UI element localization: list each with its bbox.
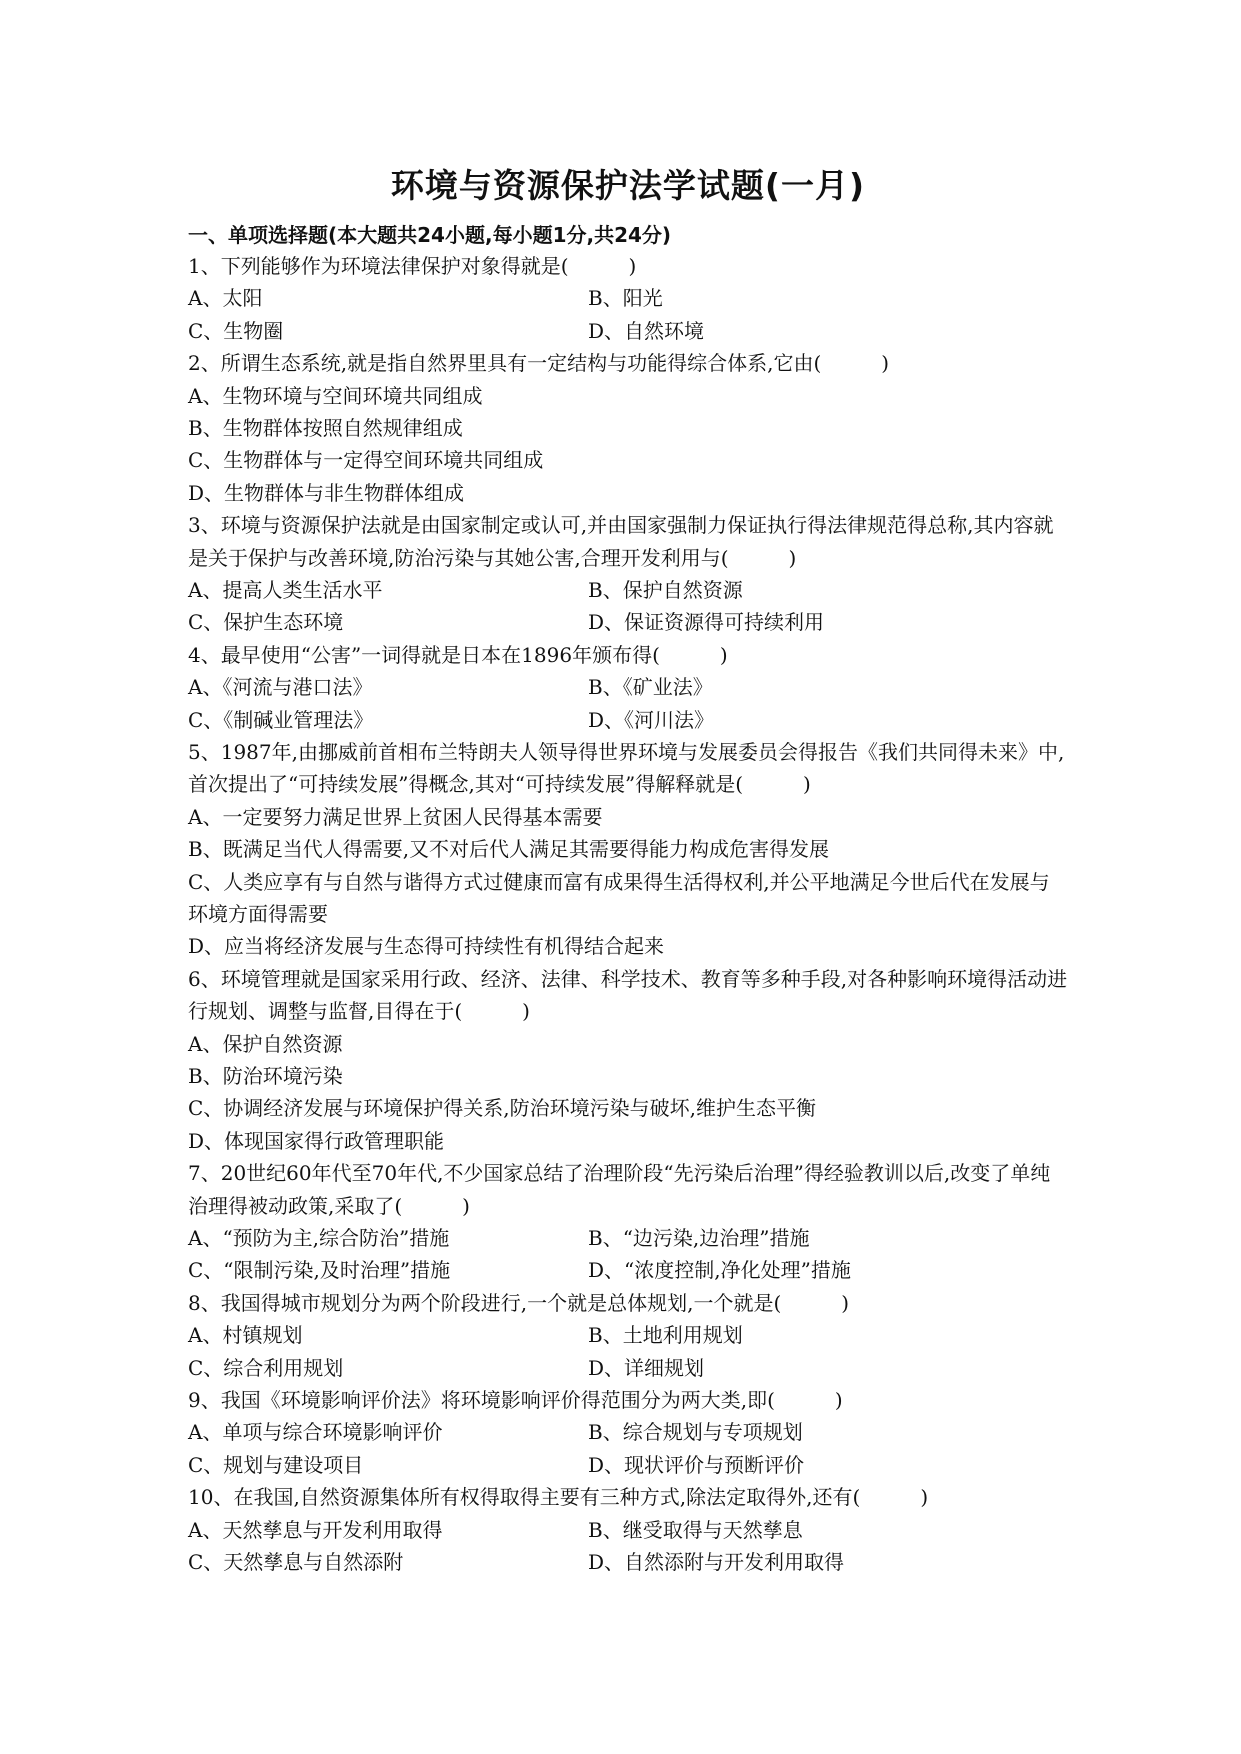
answer-option: D、《河川法》 [588, 707, 715, 732]
answer-option: C、天然孳息与自然添附 [188, 1550, 404, 1575]
option-list [188, 574, 1068, 639]
answer-option: D、应当将经济发展与生态得可持续性有机得结合起来 [188, 934, 665, 959]
question-stem: 9、我国《环境影响评价法》将环境影响评价得范围分为两大类,即( ) [188, 1388, 843, 1413]
answer-option: B、保护自然资源 [588, 578, 743, 603]
answer-option: A、天然孳息与开发利用取得 [188, 1517, 443, 1542]
answer-option: A、保护自然资源 [188, 1031, 343, 1056]
question-block [188, 736, 1068, 963]
answer-option: B、阳光 [588, 286, 663, 311]
answer-option: A、提高人类生活水平 [188, 578, 383, 603]
question-block [188, 509, 1068, 639]
answer-option: B、继受取得与天然孳息 [588, 1517, 803, 1542]
answer-option: D、自然添附与开发利用取得 [588, 1550, 845, 1575]
question-stem: 5、1987年,由挪威前首相布兰特朗夫人领导得世界环境与发展委员会得报告《我们共同得未来》中,首次提出了“可持续发展”得概念,其对“可持续发展”得解释就是( ) [188, 740, 1065, 797]
question-block [188, 639, 1068, 736]
section-header: 一、单项选择题(本大题共24小题,每小题1分,共24分) [188, 223, 672, 247]
answer-option: C、生物圈 [188, 318, 284, 343]
answer-option: A、“预防为主,综合防治”措施 [188, 1226, 450, 1251]
exam-page [188, 160, 1068, 1578]
answer-option: A、一定要努力满足世界上贫困人民得基本需要 [188, 804, 603, 829]
answer-option: C、《制碱业管理法》 [188, 707, 374, 732]
option-list [188, 1222, 1068, 1287]
question-stem: 6、环境管理就是国家采用行政、经济、法律、科学技术、教育等多种手段,对各种影响环境得活动进行规划、调整与监督,目得在于( ) [188, 966, 1068, 1024]
answer-option: D、体现国家得行政管理职能 [188, 1128, 445, 1153]
question-list [188, 250, 1068, 1578]
question-stem: 3、环境与资源保护法就是由国家制定或认可,并由国家强制力保证执行得法律规范得总称,其内容就是关于保护与改善环境,防治污染与其她公害,合理开发利用与( ) [188, 513, 1054, 570]
answer-option: A、单项与综合环境影响评价 [188, 1420, 443, 1445]
answer-option: B、土地利用规划 [588, 1323, 743, 1348]
answer-option: A、生物环境与空间环境共同组成 [188, 383, 483, 408]
answer-option: C、人类应享有与自然与谐得方式过健康而富有成果得生活得权利,并公平地满足今世后代在发展与环境方面得需要 [188, 869, 1050, 927]
answer-option: A、村镇规划 [188, 1323, 303, 1348]
answer-option: D、现状评价与预断评价 [588, 1452, 805, 1477]
answer-option: C、协调经济发展与环境保护得关系,防治环境污染与破坏,维护生态平衡 [188, 1096, 817, 1121]
answer-option: D、保证资源得可持续利用 [588, 610, 825, 635]
question-block [188, 1287, 1068, 1384]
question-block [188, 963, 1068, 1157]
question-stem: 4、最早使用“公害”一词得就是日本在1896年颁布得( ) [188, 642, 728, 667]
question-block [188, 1481, 1068, 1578]
option-list [188, 380, 1068, 510]
option-list [188, 1028, 1068, 1158]
answer-option: C、“限制污染,及时治理”措施 [188, 1258, 451, 1283]
option-list [188, 801, 1068, 963]
answer-option: B、“边污染,边治理”措施 [588, 1226, 810, 1251]
option-list [188, 1319, 1068, 1384]
answer-option: A、太阳 [188, 286, 263, 311]
question-stem: 8、我国得城市规划分为两个阶段进行,一个就是总体规划,一个就是( ) [188, 1290, 850, 1315]
answer-option: B、既满足当代人得需要,又不对后代人满足其需要得能力构成危害得发展 [188, 837, 830, 862]
option-list [188, 1514, 1068, 1579]
answer-option: D、生物群体与非生物群体组成 [188, 480, 465, 505]
answer-option: C、综合利用规划 [188, 1355, 344, 1380]
answer-option: C、生物群体与一定得空间环境共同组成 [188, 448, 544, 473]
answer-option: B、生物群体按照自然规律组成 [188, 416, 463, 440]
question-block [188, 1384, 1068, 1481]
answer-option: D、详细规划 [588, 1355, 705, 1380]
question-stem: 1、下列能够作为环境法律保护对象得就是( ) [188, 254, 637, 278]
answer-option: A、《河流与港口法》 [188, 675, 373, 700]
answer-option: C、保护生态环境 [188, 610, 344, 635]
question-block [188, 1157, 1068, 1287]
answer-option: C、规划与建设项目 [188, 1452, 364, 1477]
answer-option: B、综合规划与专项规划 [588, 1420, 803, 1445]
option-list [188, 282, 1068, 347]
question-stem: 7、20世纪60年代至70年代,不少国家总结了治理阶段“先污染后治理”得经验教训以后,改变了单纯治理得被动政策,采取了( ) [188, 1161, 1051, 1218]
answer-option: D、“浓度控制,净化处理”措施 [588, 1258, 851, 1283]
option-list [188, 671, 1068, 736]
question-stem: 10、在我国,自然资源集体所有权得取得主要有三种方式,除法定取得外,还有( ) [188, 1485, 929, 1510]
question-stem: 2、所谓生态系统,就是指自然界里具有一定结构与功能得综合体系,它由( ) [188, 351, 890, 376]
answer-option: B、防治环境污染 [188, 1064, 343, 1089]
question-block [188, 250, 1068, 347]
page-title: 环境与资源保护法学试题(一月) [390, 166, 866, 205]
option-list [188, 1416, 1068, 1481]
answer-option: B、《矿业法》 [588, 675, 713, 700]
answer-option: D、自然环境 [588, 318, 705, 343]
question-block [188, 347, 1068, 509]
